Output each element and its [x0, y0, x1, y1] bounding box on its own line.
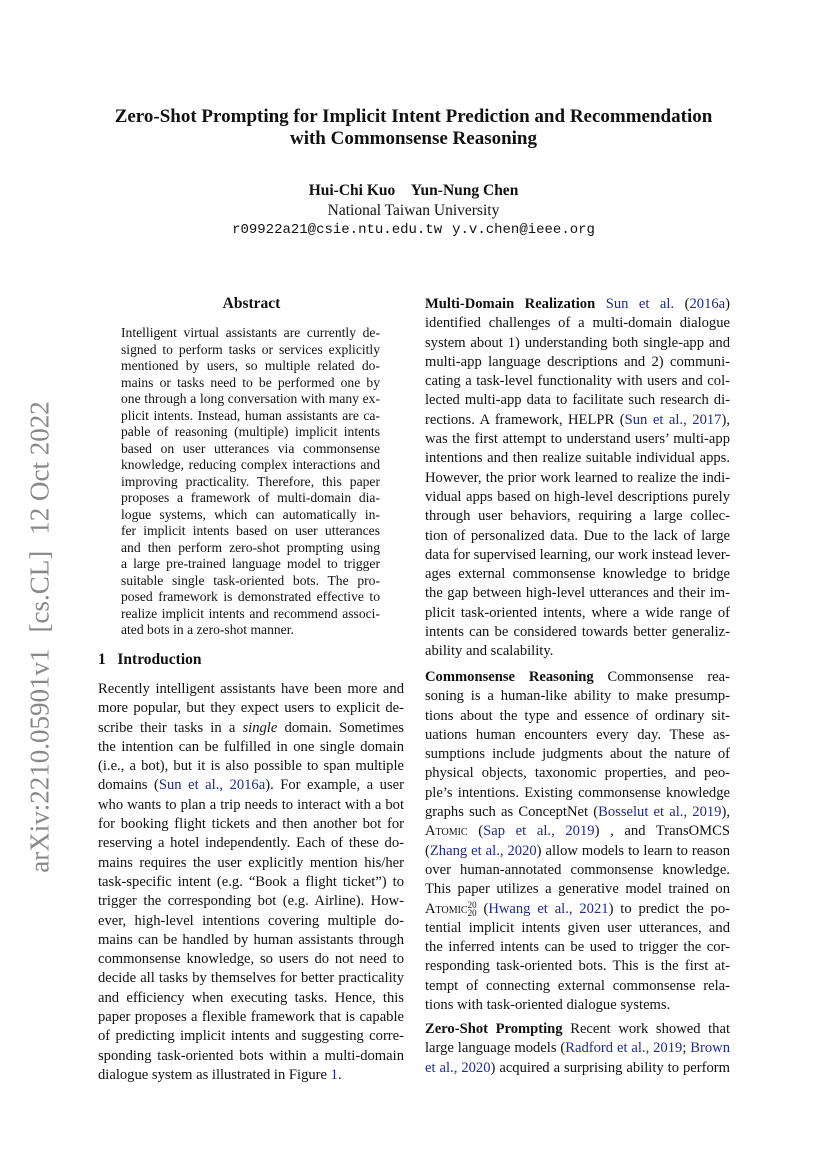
text-run: posed framework is demonstrated effective to: [121, 589, 380, 604]
text-run: tion of personalized data. Due to the lack of large: [425, 527, 730, 544]
text-line: [98, 1008, 404, 1027]
text-run: large language models (: [425, 1040, 566, 1057]
text-line: [425, 565, 730, 584]
text-line: [121, 474, 380, 491]
text-run: tential implicit intents given user utterances, and: [425, 919, 730, 936]
text-line: [98, 757, 404, 776]
text-run: domain. Sometimes: [277, 719, 404, 736]
citation-link[interactable]: 1: [330, 1066, 338, 1083]
title-line: with Commonsense Reasoning: [289, 128, 538, 149]
text-line: [425, 842, 730, 861]
text-run: trigger the corresponding bot (e.g. Airline). How-: [98, 893, 404, 910]
text-line: [121, 342, 380, 359]
paper-title: [60, 106, 767, 150]
text-run: ;: [682, 1040, 691, 1057]
text-line: [121, 490, 380, 507]
abstract-heading: Abstract: [222, 295, 281, 312]
text-line: [121, 408, 380, 425]
title-line: Zero-Shot Prompting for Implicit Intent Prediction and Recommendation: [114, 106, 713, 127]
text-line: [425, 977, 730, 996]
text-line: [121, 375, 380, 392]
text-line: [425, 334, 730, 353]
text-run: and then perform zero-shot prompting using: [121, 539, 380, 555]
citation-link[interactable]: Hwang et al., 2021: [488, 900, 609, 917]
text-line: [98, 699, 404, 718]
text-line: [425, 314, 730, 333]
text-line: [425, 668, 730, 687]
text-run: uations human encounters every day. These as-: [425, 726, 730, 743]
text-line: [121, 358, 380, 375]
text-line: [98, 931, 404, 950]
multi-domain-paragraph: [425, 295, 730, 662]
text-run: Recent work showed that: [562, 1021, 730, 1037]
citation-link[interactable]: Sun et al., 2017: [624, 411, 722, 428]
text-run: ) acquired a surprising ability to perform: [490, 1059, 730, 1076]
text-line: [98, 873, 404, 892]
text-line: [425, 449, 730, 468]
text-line: [425, 726, 730, 745]
text-line: [425, 391, 730, 410]
text-run: tempt of connecting external commonsense rela-: [425, 977, 730, 994]
text-run: decide all tasks by themselves for better practicality: [98, 970, 404, 987]
text-line: [98, 969, 404, 988]
text-line: [425, 745, 730, 764]
small-caps-term: Atomic: [425, 900, 468, 917]
text-line: [425, 707, 730, 726]
author-name: Yun-Nung Chen: [410, 182, 519, 199]
text-run: knowledge, reducing complex interactions and: [121, 457, 380, 472]
text-line: [425, 1020, 730, 1039]
text-run: Recently intelligent assistants have been more and: [98, 681, 404, 697]
text-run: intents can be considered towards better generaliz-: [425, 624, 730, 641]
text-run: ability and scalability.: [425, 643, 554, 660]
text-line: [425, 784, 730, 803]
section-number: 1: [98, 651, 106, 668]
text-line: [425, 957, 730, 976]
text-run: the intention can be fulfilled in one single domain: [98, 738, 404, 755]
text-line: [98, 796, 404, 815]
text-line: [425, 861, 730, 880]
text-run: physical objects, taxonomic properties, and peo-: [425, 765, 730, 782]
text-run: This paper utilizes a generative model trained on: [425, 881, 730, 898]
text-run: proposes a framework of multi-domain dia-: [121, 490, 380, 505]
text-line: [425, 642, 730, 661]
text-line: [425, 764, 730, 783]
text-run: the gap between high-level utterances and their im-: [425, 585, 730, 602]
text-run: improving practicality. Therefore, this paper: [121, 473, 380, 489]
text-run: ). For example, a user: [265, 777, 404, 794]
text-line: [425, 900, 730, 919]
commonsense-paragraph: [425, 668, 730, 1015]
arxiv-identifier-sidebar: [25, 393, 56, 880]
text-line: [98, 989, 404, 1008]
text-line: [98, 950, 404, 969]
text-run: (: [674, 296, 690, 312]
text-run: responding task-oriented bots. This is the first at-: [425, 958, 730, 975]
author-name: Hui-Chi Kuo: [308, 182, 396, 199]
citation-link[interactable]: Sun et al.: [605, 296, 675, 312]
text-run: Commonsense rea-: [593, 669, 730, 685]
text-line: [121, 606, 380, 623]
author-names: [60, 182, 767, 200]
text-run: mentioned by users, so multiple related do-: [121, 358, 380, 373]
text-run: paper proposes a flexible framework that is capable: [98, 1009, 404, 1026]
text-run: one through a long conversation with many ex-: [121, 391, 380, 406]
text-line: [425, 295, 730, 314]
text-run: domains (: [98, 777, 159, 794]
text-line: [121, 573, 380, 590]
section-title: Introduction: [117, 651, 202, 668]
text-line: [425, 919, 730, 938]
text-run: cating a task-level functionality with users and col-: [425, 373, 730, 390]
text-run: signed to perform tasks or services explicitly: [121, 341, 380, 357]
text-line: [98, 1047, 404, 1066]
text-run: the inferred intents can be used to trigger the cor-: [425, 939, 730, 956]
text-run: ): [725, 296, 730, 312]
text-line: [425, 372, 730, 391]
text-run: suitable single task-oriented bots. The pro-: [121, 572, 380, 588]
text-run: mains requires the user explicitly mention his/her: [98, 854, 404, 871]
text-line: [425, 469, 730, 488]
text-run: graphs such as ConceptNet (: [425, 804, 599, 821]
text-run: sponding task-oriented bots within a multi-domain: [98, 1047, 404, 1064]
text-run: based on user utterances via commonsense: [121, 440, 380, 456]
intro-body: [98, 680, 404, 1085]
text-run: (: [425, 842, 430, 859]
text-run: intentions and then realize suitable individual apps.: [425, 450, 730, 467]
text-line: [98, 776, 404, 795]
text-run: more popular, but they expect users to explicit de-: [98, 700, 404, 717]
text-run: lected multi-app data to facilitate such research di-: [425, 392, 730, 409]
text-run: for booking flight tickets and then another bot for: [98, 816, 404, 833]
text-run: mains or tasks need to be performed one by: [121, 374, 380, 390]
text-line: [425, 1059, 730, 1078]
text-line: [121, 325, 380, 342]
text-line: [425, 546, 730, 565]
text-line: [425, 803, 730, 822]
text-run: scribe their tasks in a: [98, 719, 243, 736]
arxiv-date: 12 Oct 2022: [24, 401, 55, 535]
script-number: 20: [467, 900, 477, 911]
superscript-subscript: [468, 901, 477, 917]
citation-link[interactable]: Sap et al., 2019: [483, 823, 595, 840]
text-line: [98, 815, 404, 834]
text-line: [121, 540, 380, 557]
citation-link[interactable]: Brown: [690, 1040, 730, 1057]
paragraph-heading: Commonsense Reasoning: [425, 669, 594, 685]
text-line: [425, 822, 730, 841]
text-line: [425, 687, 730, 706]
text-line: [121, 589, 380, 606]
text-line: [121, 523, 380, 540]
text-line: [121, 507, 380, 524]
text-line: [425, 488, 730, 507]
text-line: [425, 411, 730, 430]
text-run: soning is a human-like ability to make presump-: [425, 688, 730, 705]
text-line: [98, 738, 404, 757]
text-line: [121, 424, 380, 441]
text-line: [98, 1066, 404, 1085]
text-line: [121, 622, 380, 639]
text-run: fer implicit intents based on user utterances: [121, 523, 380, 538]
text-line: [98, 912, 404, 931]
affiliation: National Taiwan University: [327, 202, 500, 219]
citation-link[interactable]: Bosselut et al., 2019: [598, 804, 722, 821]
zero-shot-paragraph: [425, 1020, 730, 1078]
text-run: rections. A framework, HELPR (: [425, 411, 625, 428]
arxiv-id: arXiv:2210.05901v1: [24, 648, 55, 873]
text-run: plicit intents. Instead, human assistants are ca-: [121, 407, 380, 423]
text-run: reserving a hotel independently. Each of these do-: [98, 835, 404, 852]
text-run: However, the prior work learned to realize the indi-: [425, 469, 730, 486]
text-run: who wants to plan a trip needs to interact with a bot: [98, 796, 404, 813]
text-run: plicit task-oriented intents, where a wide range of: [425, 604, 730, 621]
text-line: [425, 353, 730, 372]
text-line: [425, 938, 730, 957]
text-run: ),: [721, 411, 730, 428]
text-run: (i.e., a bot), but it is also possible to span multiple: [98, 758, 404, 775]
text-run: [595, 296, 606, 312]
text-run: and efficiency when executing tasks. Hence, this: [98, 989, 404, 1006]
author-email: y.v.chen@ieee.org: [452, 222, 595, 238]
emphasis: single: [242, 719, 278, 736]
text-line: [425, 604, 730, 623]
text-run: ated bots in a zero-shot manner.: [121, 622, 294, 637]
text-run: tions with task-oriented dialogue systems.: [425, 997, 671, 1014]
text-line: [98, 892, 404, 911]
text-line: [425, 1039, 730, 1058]
text-run: task-specific intent (e.g. “Book a flight ticket”) to: [98, 873, 404, 890]
citation-link[interactable]: Sun et al., 2016a: [158, 777, 266, 794]
text-line: [121, 441, 380, 458]
text-line: [98, 854, 404, 873]
text-run: dialogue system as illustrated in Figure: [98, 1066, 331, 1083]
text-run: ever, high-level intentions covering multiple do-: [98, 912, 404, 929]
arxiv-category: [cs.CL]: [24, 550, 55, 633]
text-run: a large pre-trained language model to trigger: [121, 556, 380, 571]
text-run: .: [337, 1066, 342, 1083]
text-run: identified challenges of a multi-domain dialogue: [425, 315, 730, 332]
text-run: data for supervised learning, our work instead lever-: [425, 546, 730, 563]
text-line: [121, 556, 380, 573]
paragraph-heading: Zero-Shot Prompting: [425, 1021, 563, 1037]
text-run: mains can be handled by human assistants through: [98, 931, 404, 948]
citation-link[interactable]: 2016a: [689, 296, 726, 312]
text-run: (: [476, 900, 489, 917]
citation-link[interactable]: Zhang et al., 2020: [429, 842, 537, 859]
paragraph-heading: Multi-Domain Realization: [425, 296, 596, 312]
text-run: tions about the type and essence of ordinary sit-: [425, 707, 730, 724]
author-email: r09922a21@csie.ntu.edu.tw: [232, 222, 443, 238]
text-run: multi-app language descriptions and 2) communi-: [425, 353, 730, 370]
text-run: ) to predict the po-: [608, 900, 730, 917]
text-run: ages external commonsense knowledge to bridge: [425, 566, 730, 583]
text-run: pable of reasoning (multiple) implicit intents: [121, 424, 380, 439]
text-run: ple’s intentions. Existing commonsense knowledge: [425, 784, 730, 801]
text-line: [121, 391, 380, 408]
text-run: was the first attempt to understand users’ multi-app: [425, 431, 730, 448]
text-run: ),: [721, 804, 730, 821]
text-run: system about 1) understanding both single-app and: [425, 334, 730, 351]
text-run: through user behaviors, requiring a large collec-: [425, 508, 730, 525]
text-run: vidual apps based on high-level descriptions purely: [425, 488, 730, 505]
text-line: [425, 507, 730, 526]
text-run: over human-annotated commonsense knowledge.: [425, 861, 730, 878]
text-line: [425, 880, 730, 899]
text-run: realize implicit intents and recommend associ-: [121, 605, 380, 621]
text-line: [425, 527, 730, 546]
text-run: logue systems, which can automatically in-: [121, 506, 380, 522]
text-line: [425, 584, 730, 603]
text-run: ) , and TransOMCS: [594, 823, 730, 840]
text-run: (: [467, 823, 484, 840]
script-number: 20: [467, 908, 477, 919]
text-line: [98, 680, 404, 699]
small-caps-term: Atomic: [425, 823, 468, 840]
text-run: sumptions include judgments about the nature of: [425, 746, 730, 763]
abstract-body: [121, 325, 380, 639]
text-line: [98, 719, 404, 738]
text-line: [98, 834, 404, 853]
citation-link[interactable]: et al., 2020: [425, 1059, 491, 1076]
text-run: commonsense knowledge, so users do not need to: [98, 951, 404, 968]
text-line: [98, 1027, 404, 1046]
text-run: Intelligent virtual assistants are currently de-: [121, 325, 380, 340]
text-line: [425, 430, 730, 449]
citation-link[interactable]: Radford et al., 2019: [565, 1040, 683, 1057]
text-run: ) allow models to learn to reason: [536, 842, 730, 859]
text-line: [425, 996, 730, 1015]
text-run: of predicting implicit intents and suggesting corre-: [98, 1028, 404, 1045]
intro-heading: [98, 651, 202, 669]
author-emails: [60, 222, 767, 238]
text-line: [121, 457, 380, 474]
text-line: [425, 623, 730, 642]
